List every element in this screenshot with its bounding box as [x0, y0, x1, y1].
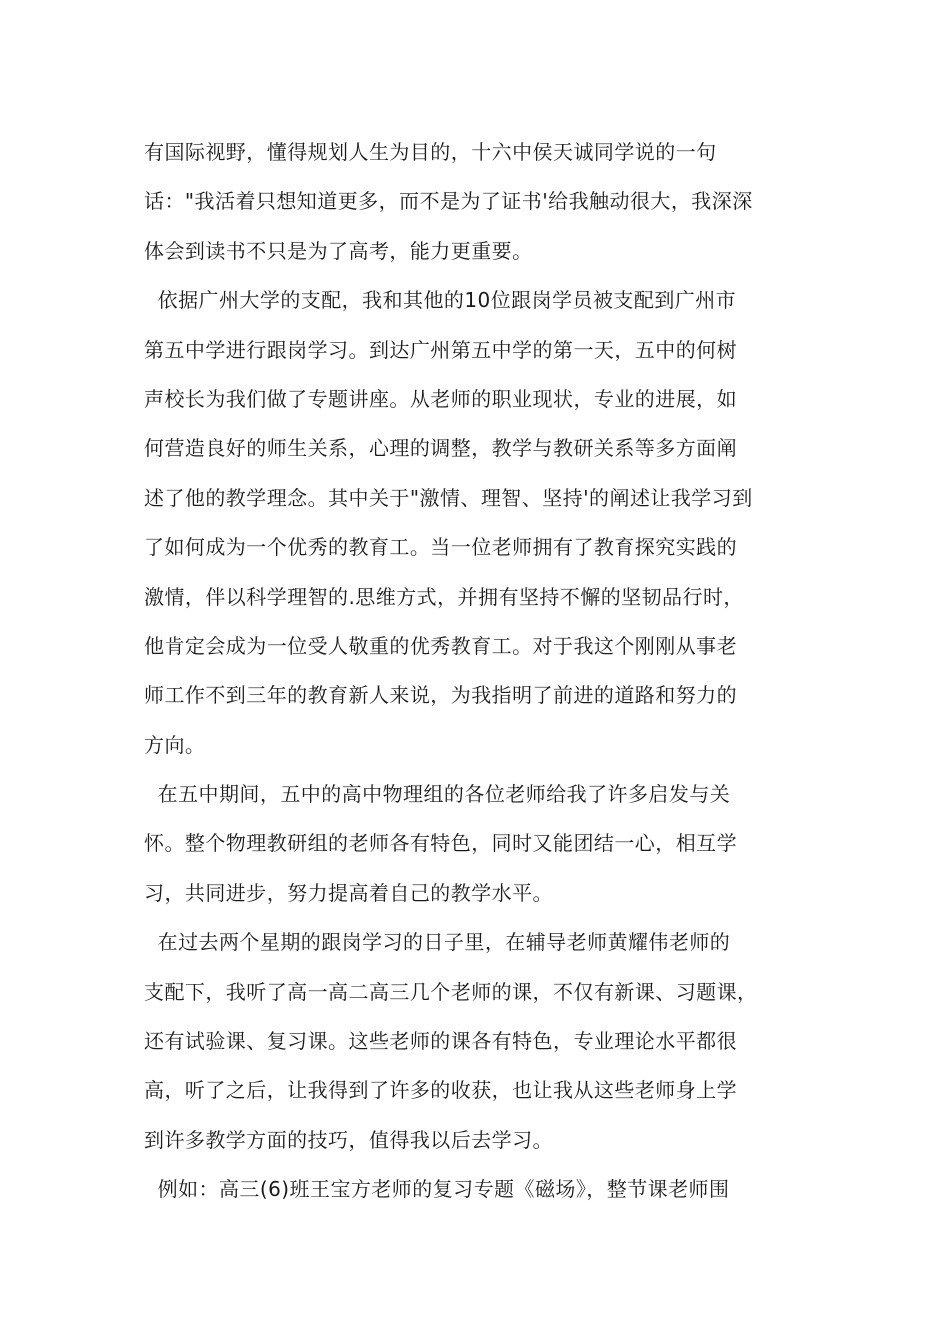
text-line: 支配下，我听了高一高二高三几个老师的课，不仅有新课、习题课，: [144, 979, 758, 1004]
text-line: 习，共同进步，努力提高着自己的教学水平。: [144, 880, 553, 905]
text-line: 依据广州大学的支配，我和其他的10位跟岗学员被支配到广州市: [144, 288, 737, 313]
text-line: 话："我活着只想知道更多，而不是为了证书'给我触动很大，我深深: [144, 189, 753, 214]
text-line: 还有试验课、复习课。这些老师的课各有特色，专业理论水平都很: [144, 1029, 738, 1054]
text-line: 第五中学进行跟岗学习。到达广州第五中学的第一天，五中的何树: [144, 337, 738, 362]
text-line: 例如：高三(6)班王宝方老师的复习专题《磁场》，整节课老师围: [144, 1177, 730, 1202]
text-line: 述了他的教学理念。其中关于"激情、理智、坚持'的阐述让我学习到: [144, 485, 753, 510]
text-line: 师工作不到三年的教育新人来说，为我指明了前进的道路和努力的: [144, 683, 738, 708]
text-line: 激情，伴以科学理智的.思维方式，并拥有坚持不懈的坚韧品行时，: [144, 584, 744, 609]
text-line: 有国际视野，懂得规划人生为目的，十六中侯天诚同学说的一句: [144, 140, 717, 164]
text-line: 声校长为我们做了专题讲座。从老师的职业现状，专业的进展，如: [144, 386, 738, 411]
text-line: 体会到读书不只是为了高考，能力更重要。: [144, 238, 533, 263]
text-line: 到许多教学方面的技巧，值得我以后去学习。: [144, 1127, 553, 1152]
text-line: 他肯定会成为一位受人敬重的优秀教育工。对于我这个刚刚从事老: [144, 633, 738, 658]
text-line: 了如何成为一个优秀的教育工。当一位老师拥有了教育探究实践的: [144, 535, 738, 560]
text-line: 方向。: [144, 732, 206, 757]
text-line: 高，听了之后，让我得到了许多的收获，也让我从这些老师身上学: [144, 1078, 738, 1103]
text-line: 在五中期间，五中的高中物理组的各位老师给我了许多启发与关: [144, 782, 731, 807]
text-line: 何营造良好的师生关系，心理的调整，教学与教研关系等多方面阐: [144, 436, 738, 461]
body-text: [144, 134, 824, 1221]
text-line: 在过去两个星期的跟岗学习的日子里，在辅导老师黄耀伟老师的: [144, 930, 731, 955]
text-line: 怀。整个物理教研组的老师各有特色，同时又能团结一心，相互学: [144, 831, 738, 856]
